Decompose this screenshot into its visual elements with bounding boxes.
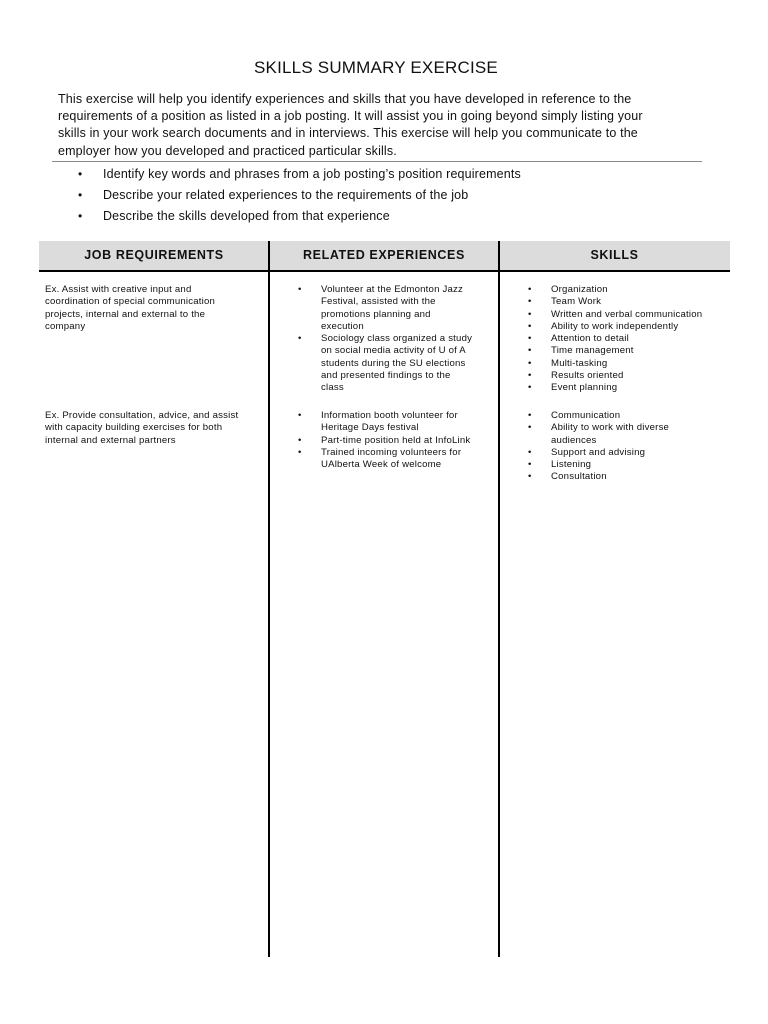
experience-item bbox=[298, 284, 494, 333]
skill-item-line: • Time management bbox=[551, 345, 634, 357]
experience-item-line: Heritage Days festival bbox=[321, 422, 419, 434]
instruction-item: • Identify key words and phrases from a job posting’s position requirements bbox=[78, 165, 521, 186]
skill-item bbox=[528, 345, 728, 357]
skill-item bbox=[528, 284, 728, 296]
experience-cell bbox=[298, 284, 494, 395]
instruction-list bbox=[78, 165, 521, 228]
experience-item-line: and presented findings to the bbox=[321, 370, 451, 382]
requirement-line: with capacity building exercises for both bbox=[45, 422, 223, 434]
skill-item bbox=[528, 447, 728, 459]
skill-item bbox=[528, 321, 728, 333]
header-skills: SKILLS bbox=[590, 248, 639, 262]
intro-divider bbox=[52, 161, 702, 162]
table-header bbox=[39, 241, 730, 272]
requirement-line: Ex. Assist with creative input and bbox=[45, 284, 192, 295]
column-divider bbox=[268, 241, 270, 957]
column-divider bbox=[498, 241, 500, 957]
page-title: SKILLS SUMMARY EXERCISE bbox=[254, 58, 498, 77]
experience-item-line: on social media activity of U of A bbox=[321, 345, 466, 357]
experience-item-line: students during the SU elections bbox=[321, 357, 466, 369]
skill-item-line: • Listening bbox=[551, 459, 592, 471]
intro-line: requirements of a position as listed in a job posting. It will assist you in going beyond simply listing your bbox=[58, 109, 643, 124]
requirement-line: internal and external partners bbox=[45, 434, 176, 446]
experience-item bbox=[298, 410, 494, 435]
experiences-list bbox=[298, 284, 494, 395]
instruction-item: • Describe the skills developed from that experience bbox=[78, 207, 521, 228]
skill-item bbox=[528, 422, 728, 447]
skill-item-line: • Attention to detail bbox=[551, 333, 629, 345]
skill-item bbox=[528, 333, 728, 345]
skill-item bbox=[528, 382, 728, 394]
skill-item-line: • Ability to work independently bbox=[551, 320, 679, 332]
skill-item bbox=[528, 410, 728, 422]
skills-list bbox=[528, 410, 728, 484]
instruction-item: • Describe your related experiences to the requirements of the job bbox=[78, 186, 521, 207]
experience-item-line: • Trained incoming volunteers for bbox=[321, 446, 462, 458]
experience-item-line: promotions planning and bbox=[321, 308, 431, 320]
experience-item bbox=[298, 333, 494, 394]
intro-line: skills in your work search documents and in interviews. This exercise will help you communicate to the bbox=[58, 126, 638, 141]
experience-item bbox=[298, 447, 494, 472]
experience-item-line: class bbox=[321, 382, 344, 394]
skill-item-line: • Team Work bbox=[551, 296, 602, 308]
skill-item-line: • Consultation bbox=[551, 471, 607, 483]
skill-item-line: • Organization bbox=[551, 284, 608, 295]
skill-item bbox=[528, 459, 728, 471]
skill-item-line: • Communication bbox=[551, 410, 621, 421]
intro-line: employer how you developed and practiced particular skills. bbox=[58, 143, 397, 158]
skills-list bbox=[528, 284, 728, 395]
requirement-cell bbox=[45, 284, 263, 333]
experience-item-line: execution bbox=[321, 320, 364, 332]
experience-cell bbox=[298, 410, 494, 471]
requirement-line: coordination of special communication bbox=[45, 296, 216, 308]
experiences-list bbox=[298, 410, 494, 471]
skill-item bbox=[528, 296, 728, 308]
experience-item-line: UAlberta Week of welcome bbox=[321, 459, 442, 471]
requirement-line: projects, internal and external to the bbox=[45, 308, 206, 320]
experience-item bbox=[298, 435, 494, 447]
experience-item-line: • Sociology class organized a study bbox=[321, 333, 473, 345]
experience-item-line: Festival, assisted with the bbox=[321, 296, 436, 308]
header-job-requirements: JOB REQUIREMENTS bbox=[84, 248, 224, 262]
experience-item-line: • Volunteer at the Edmonton Jazz bbox=[321, 284, 463, 295]
requirement-line: company bbox=[45, 320, 86, 332]
skill-item bbox=[528, 358, 728, 370]
skills-cell bbox=[528, 284, 728, 395]
skill-item-line: • Multi-tasking bbox=[551, 357, 608, 369]
skill-item bbox=[528, 309, 728, 321]
skill-item-line: • Written and verbal communication bbox=[551, 308, 703, 320]
header-related-experiences: RELATED EXPERIENCES bbox=[303, 248, 465, 262]
experience-item-line: • Information booth volunteer for bbox=[321, 410, 458, 421]
requirement-cell bbox=[45, 410, 263, 447]
skill-item-line: • Ability to work with diverse bbox=[551, 422, 670, 434]
skill-item-line: • Results oriented bbox=[551, 370, 624, 382]
experience-item-line: • Part-time position held at InfoLink bbox=[321, 434, 471, 446]
intro-paragraph bbox=[58, 91, 708, 160]
skill-item-line: • Event planning bbox=[551, 382, 618, 394]
skill-item-line: • Support and advising bbox=[551, 446, 646, 458]
requirement-line: Ex. Provide consultation, advice, and assist bbox=[45, 410, 239, 421]
skill-item bbox=[528, 471, 728, 483]
skill-item-line: audiences bbox=[551, 434, 597, 446]
skill-item bbox=[528, 370, 728, 382]
intro-line: This exercise will help you identify experiences and skills that you have developed in reference to the bbox=[58, 92, 632, 106]
skills-cell bbox=[528, 410, 728, 484]
